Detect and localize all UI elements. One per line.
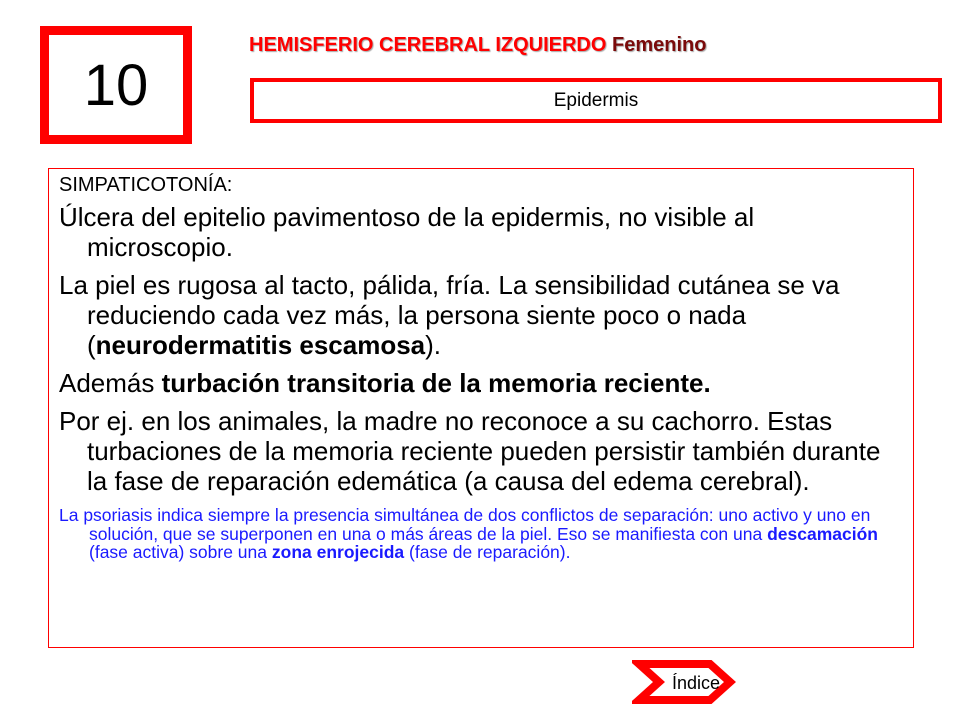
section-heading: SIMPATICOTONÍA: (59, 174, 233, 196)
note-bold-1: descamación (767, 523, 878, 544)
note-text-2: (fase activa) sobre una (89, 542, 272, 562)
skin-bold-term: neurodermatitis escamosa (95, 330, 426, 360)
psoriasis-note (59, 506, 901, 562)
index-label: Índice (672, 673, 721, 693)
gender-label: Femenino (612, 34, 707, 56)
hemisphere-title (249, 34, 706, 57)
memory-bold-term: turbación transitoria de la memoria reciente. (161, 368, 711, 398)
paragraph-memory (59, 368, 901, 398)
subject-label: Epidermis (553, 89, 639, 111)
skin-text: La piel es rugosa al tacto, pálida, fría. La sensibilidad cutánea se va reduciendo cada vez más, la persona siente poco o nada ( (59, 270, 840, 360)
slide-number: 10 (83, 52, 149, 118)
subject-box (250, 78, 942, 123)
note-text-3: (fase de reparación). (404, 542, 571, 562)
skin-text-end: ). (425, 330, 442, 360)
note-text-1: La psoriasis indica siempre la presencia simultánea de dos conflictos de separación: uno activo y uno en solución, que se superponen en una o más áreas de la piel. Eso se manifiesta con una (59, 505, 871, 544)
paragraph-example: Por ej. en los animales, la madre no reconoce a su cachorro. Estas turbaciones de la memoria reciente pueden persistir también durante la fase de reparación edemática (a causa del edema cerebral). (59, 406, 881, 496)
memory-text: Además (59, 368, 162, 398)
index-button[interactable] (632, 658, 748, 706)
hemisphere-label: HEMISFERIO CEREBRAL IZQUIERDO (249, 34, 607, 56)
content-panel (48, 168, 914, 648)
slide-number-box (40, 26, 192, 144)
paragraph-ulcer: Úlcera del epitelio pavimentoso de la epidermis, no visible al microscopio. (59, 202, 755, 262)
paragraph-skin (59, 270, 901, 360)
note-bold-2: zona enrojecida (271, 542, 405, 562)
